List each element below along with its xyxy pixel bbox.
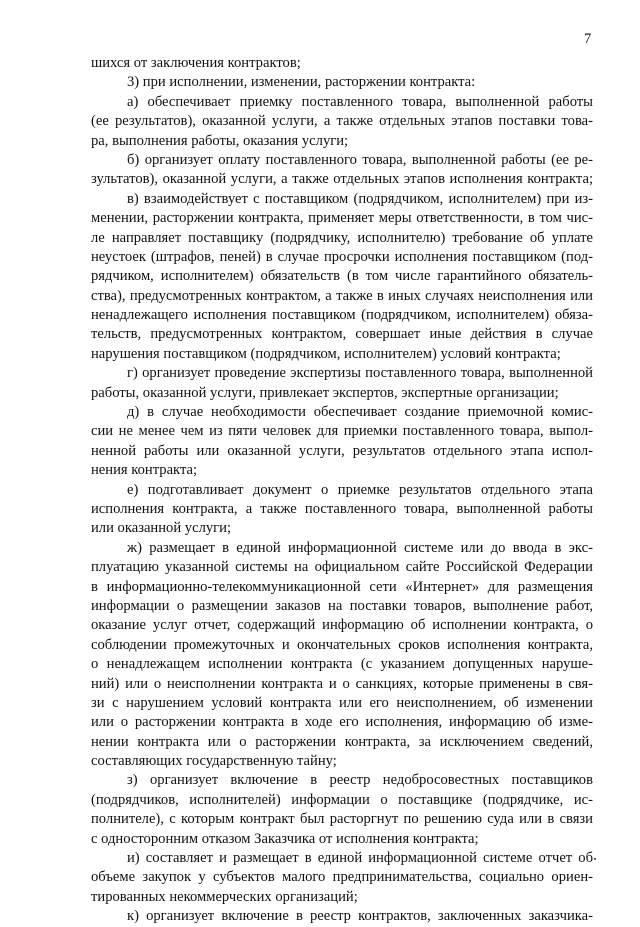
text-line: или оказанной услуги; xyxy=(91,520,232,537)
text-line: информации о размещении заказов на поставки товаров, выполнение работ, xyxy=(91,597,593,614)
text-line: работы, оказанной услуги, привлекает экспертов, экспертные организации; xyxy=(91,384,559,401)
text-line: (подрядчиков, исполнителей) информации о поставщике (подрядчике, ис- xyxy=(91,791,593,808)
text-line: а) обеспечивает приемку поставленного товара, выполненной работы xyxy=(127,93,593,110)
text-line: з) организует включение в реестр недобросовестных поставщиков xyxy=(127,772,593,789)
text-line: зультатов), оказанной услуги, а также отдельных этапов исполнения контракта; xyxy=(91,171,593,188)
text-line: о ненадлежащем исполнении контракта (с указанием допущенных наруше- xyxy=(91,656,593,673)
text-line: к) организует включение в реестр контрактов, заключенных заказчика- xyxy=(127,908,593,925)
text-line: рядчиком, исполнителем) обязательств (в том числе гарантийного обязатель- xyxy=(91,268,593,285)
text-line: в информационно-телекоммуникационной сети «Интернет» для размещения xyxy=(91,578,593,595)
text-line: ненной работы или оказанной услуги, результатов отдельного этапа испол- xyxy=(91,442,593,459)
text-line: б) организует оплату поставленного товара, выполненной работы (ее ре- xyxy=(127,151,593,168)
text-line: в) взаимодействует с поставщиком (подрядчиком, исполнителем) при из- xyxy=(127,190,593,207)
text-line: ненадлежащего исполнения поставщиком (подрядчиком, исполнителем) обяза- xyxy=(91,307,593,324)
text-line: ж) размещает в единой информационной системе или до ввода в экс- xyxy=(127,539,593,556)
text-line: 3) при исполнении, изменении, расторжении контракта: xyxy=(127,74,476,91)
text-line: тельств, предусмотренных контрактом, совершает иные действия в случае xyxy=(91,326,593,343)
text-line: г) организует проведение экспертизы поставленного товара, выполненной xyxy=(127,365,593,382)
text-line: шихся от заключения контрактов; xyxy=(91,55,301,71)
text-line: плуатацию указанной системы на официальном сайте Российской Федерации xyxy=(91,559,593,576)
text-line: с односторонним отказом Заказчика от исполнения контракта; xyxy=(91,830,479,847)
text-line: (ее результатов), оказанной услуги, а также отдельных этапов поставки това- xyxy=(91,113,593,130)
text-line: е) подготавливает документ о приемке результатов отдельного этапа xyxy=(127,481,593,498)
scan-speck xyxy=(594,858,596,860)
text-line: ства), предусмотренных контрактом, а также в иных случаях неисполнения или xyxy=(91,287,593,304)
text-line: составляющих государственную тайну; xyxy=(91,753,337,770)
text-line: объеме закупок у субъектов малого предпринимательства, социально ориен- xyxy=(91,869,593,886)
text-line: неустоек (штрафов, пеней) в случае просрочки исполнения поставщиком (под- xyxy=(91,248,593,265)
text-line: сии не менее чем из пяти человек для приемки поставленного товара, выпол- xyxy=(91,423,593,440)
text-line: ра, выполнения работы, оказания услуги; xyxy=(91,132,349,149)
text-line: и) составляет и размещает в единой информационной системе отчет об xyxy=(127,850,593,867)
text-line: соблюдении промежуточных и окончательных сроков исполнения контракта, xyxy=(91,636,593,653)
text-line: нении контракта или о расторжении контракта, за исключением сведений, xyxy=(91,733,593,750)
text-line: тированных некоммерческих организаций; xyxy=(91,888,358,905)
text-line: нарушения поставщиком (подрядчиком, исполнителем) условий контракта; xyxy=(91,345,561,362)
text-line: полнителе), с которым контракт был расторгнут по решению суда или в связи xyxy=(91,811,593,828)
text-line: ле направляет поставщику (подрядчику, исполнителю) требование об уплате xyxy=(91,229,593,246)
page-number: 7 xyxy=(584,31,592,47)
document-body xyxy=(91,54,593,927)
text-line: исполнения контракта, а также поставленного товара, выполненной работы xyxy=(91,500,593,517)
text-line: менении, расторжении контракта, применяет меры ответственности, в том чис- xyxy=(91,210,593,227)
text-line: ний) или о неисполнении контракта и о санкциях, которые применены в свя- xyxy=(91,675,593,692)
text-line: зи с нарушением условий контракта или его неисполнением, об изменении xyxy=(91,694,593,711)
text-line: нения контракта; xyxy=(91,462,198,479)
text-line: или о расторжении контракта в ходе его исполнения, информацию об изме- xyxy=(91,714,593,731)
text-line: д) в случае необходимости обеспечивает создание приемочной комис- xyxy=(127,404,593,421)
text-line: оказание услуг отчет, содержащий информацию об исполнении контракта, о xyxy=(91,617,593,634)
